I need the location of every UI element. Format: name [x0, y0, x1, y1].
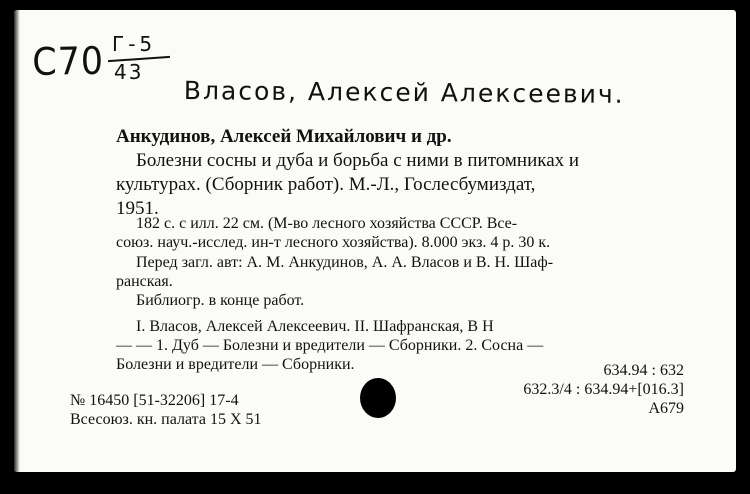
title-line-2: культурах. (Сборник работ). М.-Л., Гослесбумиздат,: [116, 174, 536, 195]
book-chamber-line: Всесоюз. кн. палата 15 X 51: [70, 411, 262, 428]
catalog-card: [14, 10, 736, 472]
card-number-line: № 16450 [51-32206] 17-4: [70, 392, 239, 409]
note-line-1: Перед загл. авт: А. М. Анкудинов, А. А. Власов и В. Н. Шаф-: [136, 254, 554, 271]
shelf-mark: С70: [32, 38, 105, 84]
note-line-2: ранская.: [116, 273, 173, 290]
classification-line-3: А679: [648, 400, 684, 417]
title-line-1: Болезни сосны и дуба и борьба с ними в питомниках и: [136, 150, 580, 171]
shelf-fraction-bottom: 43: [114, 60, 144, 84]
title-line-3: 1951.: [116, 198, 159, 219]
card-punch-hole: [360, 378, 396, 418]
handwritten-author: Власов, Алексей Алексеевич.: [183, 76, 625, 109]
collation-line-1: 182 с. с илл. 22 см. (М-во лесного хозяйства СССР. Все-: [136, 215, 518, 232]
shelf-fraction-top: Г-5: [112, 32, 157, 56]
card-edge-shadow: [14, 10, 20, 472]
classification-line-2: 632.3/4 : 634.94+[016.3]: [523, 381, 684, 398]
note-line-3: Библиогр. в конце работ.: [136, 292, 305, 309]
tracing-line-1: I. Власов, Алексей Алексеевич. II. Шафранская, В Н: [136, 318, 494, 335]
tracing-line-2: — — 1. Дуб — Болезни и вредители — Сборники. 2. Сосна —: [116, 337, 544, 354]
tracing-line-3: Болезни и вредители — Сборники.: [116, 356, 355, 373]
entry-heading: Анкудинов, Алексей Михайлович и др.: [116, 126, 452, 147]
classification-line-1: 634.94 : 632: [603, 362, 684, 379]
collation-line-2: союз. науч.-исслед. ин-т лесного хозяйства). 8.000 экз. 4 р. 30 к.: [116, 234, 551, 251]
